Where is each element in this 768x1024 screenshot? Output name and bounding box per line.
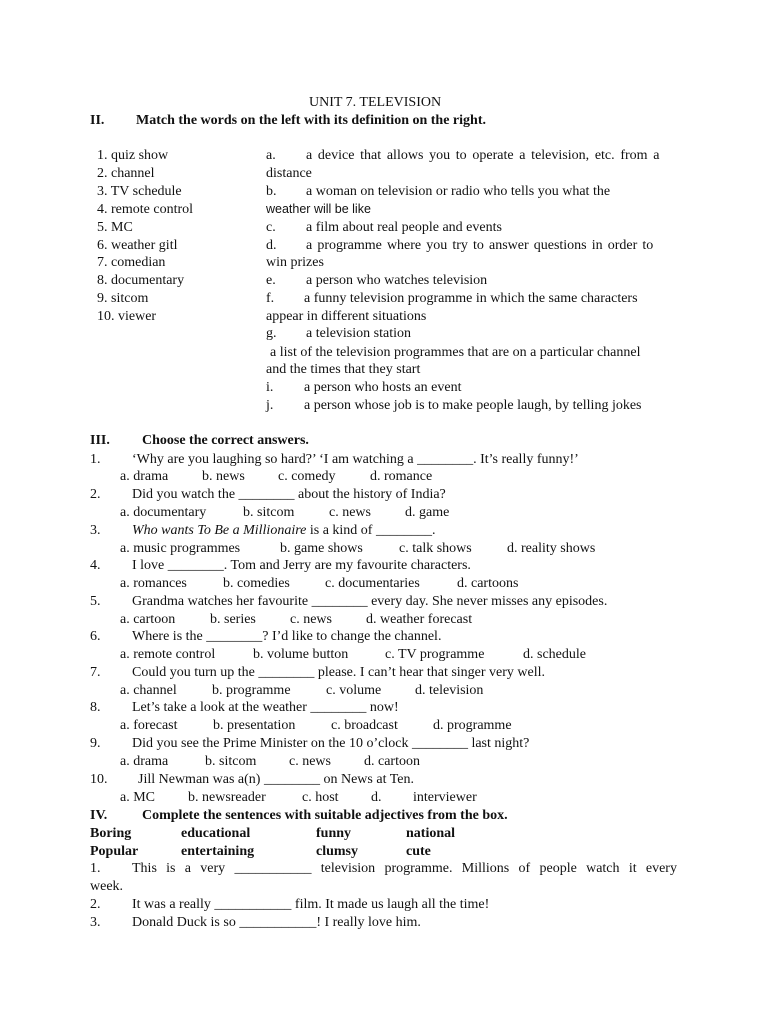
definition-letter: f. [266,291,275,306]
question-number: 10. [90,772,108,787]
sentence-number: 1. [90,861,101,876]
match-word: 3. TV schedule [97,184,182,199]
sentence-text: It was a really ___________ film. It made us laugh all the time! [132,897,490,912]
answer-option: d. cartoons [457,576,519,591]
answer-option: c. comedy [278,469,336,484]
answer-option: c. host [302,790,339,805]
answer-option: c. news [289,754,331,769]
answer-option: a. MC [120,790,155,805]
sentence-word: very [200,861,226,876]
definition-h-text: a list of the television programmes that are on a particular channel [270,345,641,360]
answer-option: c. volume [326,683,382,698]
definition-continuation: win prizes [266,255,324,270]
sentence-number: 3. [90,915,101,930]
adjective-box-word: national [406,826,456,841]
answer-option: c. TV programme [385,647,485,662]
question-number: 8. [90,700,101,715]
answer-option: b. presentation [213,718,296,733]
answer-option: d. programme [433,718,512,733]
answer-option: interviewer [413,790,477,805]
definition-c-text: a film about real people and events [306,220,502,235]
section-3-number: III. [90,433,110,448]
answer-option: d. weather forecast [366,612,473,627]
definition-text [306,147,677,164]
page-title: UNIT 7. TELEVISION [309,95,442,110]
adjective-box-word: cute [406,844,431,859]
definition-letter: e. [266,273,276,288]
answer-option: d. [371,790,382,805]
definition-j-text: a person whose job is to make people laugh, by telling jokes [304,398,642,413]
section-2-number: II. [90,113,105,128]
definition-b-text: a woman on television or radio who tells you what the [306,184,611,199]
sentence-word: every [645,861,677,876]
answer-option: d. romance [370,469,433,484]
answer-option: d. reality shows [507,541,596,556]
answer-option: b. news [202,469,245,484]
definition-g-text: a television station [306,326,411,341]
answer-option: a. documentary [120,505,207,520]
question-text: Could you turn up the ________ please. I can’t hear that singer very well. [132,665,546,680]
definition-f-text: a funny television programme in which the same characters [304,291,638,306]
question-text: Grandma watches her favourite ________ every day. She never misses any episodes. [132,594,608,609]
definition-letter: a. [266,148,276,163]
definition-e-text: a person who watches television [306,273,488,288]
adjective-box-word: Boring [90,826,132,841]
answer-option: d. game [405,505,450,520]
answer-option: a. channel [120,683,177,698]
question-text: Where is the ________? I’d like to change the channel. [132,629,442,644]
answer-option: b. sitcom [243,505,295,520]
question-number: 1. [90,452,101,467]
question-number: 2. [90,487,101,502]
adjective-box-word: clumsy [316,844,358,859]
adjective-box-word: entertaining [181,844,255,859]
sentence-blank: ___________ [234,861,312,876]
answer-option: b. sitcom [205,754,257,769]
sentence-word: Millions [461,861,510,876]
section-4-heading: Complete the sentences with suitable adjectives from the box. [142,808,508,823]
answer-option: c. broadcast [331,718,398,733]
definition-letter: d. [266,238,277,253]
sentence-word: is [166,861,176,876]
sentence-word: This [132,861,157,876]
match-word: 7. comedian [97,255,166,270]
answer-option: b. game shows [280,541,363,556]
section-4-number: IV. [90,808,108,823]
match-word: 4. remote control [97,202,194,217]
definition-letter: j. [266,398,274,413]
sentence-word: programme. [384,861,453,876]
answer-option: d. cartoon [364,754,420,769]
sentence-word: television [320,861,376,876]
adjective-box-word: funny [316,826,352,841]
match-word: 6. weather gitl [97,238,178,253]
answer-option: b. series [210,612,256,627]
question-text: I love ________. Tom and Jerry are my favourite characters. [132,558,471,573]
question-number: 3. [90,523,101,538]
sentence-word: of [518,861,531,876]
answer-option: a. romances [120,576,187,591]
question-text: Let’s take a look at the weather ________ now! [132,700,399,715]
answer-option: a. drama [120,754,169,769]
definition-continuation: weather will be like [266,202,371,216]
answer-option: b. programme [212,683,291,698]
sentence-text: Donald Duck is so ___________! I really love him. [132,915,421,930]
definition-d-text: a programme where you try to answer questions in order to [306,238,654,253]
match-word: 9. sitcom [97,291,149,306]
section-2-heading: Match the words on the left with its definition on the right. [136,113,486,128]
definition-letter: g. [266,326,277,341]
question-number: 6. [90,629,101,644]
sentence-number: 2. [90,897,101,912]
answer-option: d. television [415,683,484,698]
adjective-box-word: educational [181,826,251,841]
sentence-continuation: week. [90,879,124,894]
answer-option: d. schedule [523,647,586,662]
definition-a-text: a device that allows you to operate a television, etc. from a [306,148,660,163]
question-text [132,522,435,539]
match-word: 8. documentary [97,273,185,288]
answer-option: b. newsreader [188,790,266,805]
answer-option: a. cartoon [120,612,176,627]
match-word: 2. channel [97,166,155,181]
answer-option: a. forecast [120,718,178,733]
answer-option: b. comedies [223,576,290,591]
answer-option: c. news [290,612,332,627]
definition-letter: i. [266,380,274,395]
question-number: 5. [90,594,101,609]
definition-continuation: and the times that they start [266,362,421,377]
sentence-word: people [539,861,577,876]
definition-continuation: distance [266,166,312,181]
definition-letter: b. [266,184,277,199]
question-text-italic: Who wants To Be a Millionaire [132,523,307,538]
definition-continuation: appear in different situations [266,309,427,324]
sentence-word: it [628,861,637,876]
match-word: 10. viewer [97,309,157,324]
answer-option: c. documentaries [325,576,420,591]
question-text-rest: is a kind of ________. [306,523,436,538]
definition-letter: c. [266,220,276,235]
sentence-text [132,860,677,877]
sentence-word: watch [586,861,620,876]
answer-option: a. remote control [120,647,216,662]
answer-option: b. volume button [253,647,349,662]
question-text: Did you watch the ________ about the history of India? [132,487,446,502]
question-number: 9. [90,736,101,751]
answer-option: a. drama [120,469,169,484]
question-text: ‘Why are you laughing so hard?’ ‘I am watching a ________. It’s really funny!’ [132,452,579,467]
question-number: 4. [90,558,101,573]
answer-option: c. talk shows [399,541,472,556]
match-word: 5. MC [97,220,133,235]
question-number: 7. [90,665,101,680]
answer-option: c. news [329,505,371,520]
answer-option: a. music programmes [120,541,241,556]
definition-i-text: a person who hosts an event [304,380,462,395]
question-text: Did you see the Prime Minister on the 10 o’clock ________ last night? [132,736,530,751]
match-word: 1. quiz show [97,148,169,163]
sentence-word: a [184,861,192,876]
section-3-heading: Choose the correct answers. [142,433,309,448]
adjective-box-word: Popular [90,844,139,859]
question-text: Jill Newman was a(n) ________ on News at Ten. [138,772,414,787]
